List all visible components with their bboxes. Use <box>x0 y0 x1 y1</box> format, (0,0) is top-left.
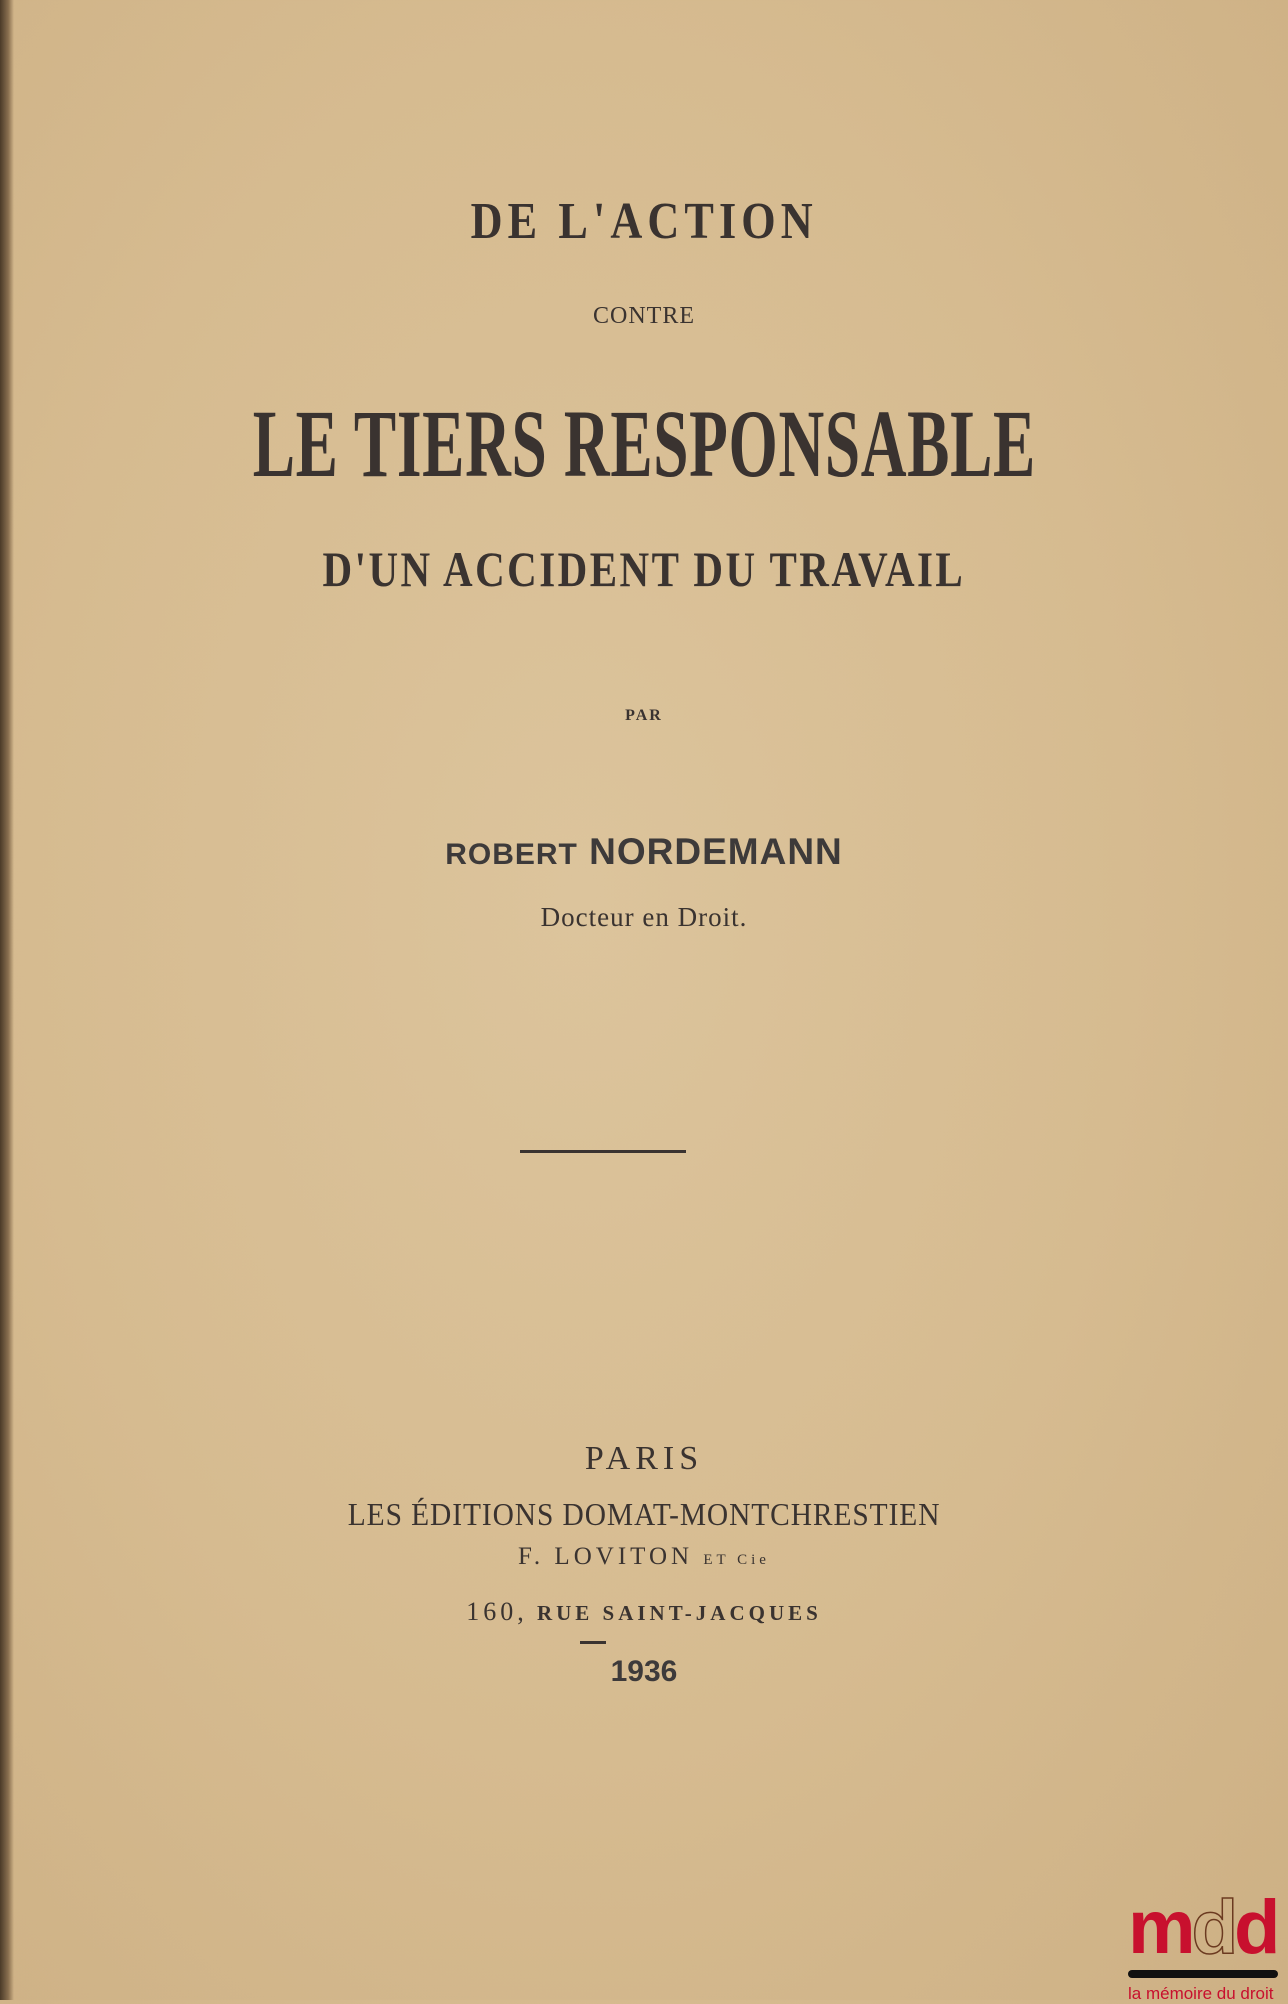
author-name <box>0 831 1288 873</box>
imprint-suffix: ET Cie <box>703 1552 770 1568</box>
title-text: D'UN ACCIDENT DU TRAVAIL <box>322 541 966 597</box>
publisher-name <box>0 1496 1288 1533</box>
publisher-imprint <box>0 1543 1288 1571</box>
by-label <box>0 707 1288 725</box>
year-text: 1936 <box>610 1655 678 1688</box>
title-text: CONTRE <box>593 303 695 329</box>
degree-text: Docteur en Droit. <box>540 902 748 932</box>
divider-rule <box>520 1150 686 1153</box>
author-degree <box>0 902 1288 933</box>
title-text: DE L'ACTION <box>470 193 818 250</box>
mdd-logo <box>1128 1885 1288 2003</box>
publisher-city <box>0 1440 1288 1478</box>
address-number: 160, <box>466 1597 528 1626</box>
logo-tagline: la mémoire du droit <box>1128 1984 1274 2003</box>
by-text: PAR <box>625 707 663 724</box>
title-line-2 <box>0 303 1288 330</box>
author-first: ROBERT <box>445 838 578 871</box>
page-binding-edge <box>0 0 14 2000</box>
main-title <box>0 388 1288 499</box>
subtitle <box>0 540 1288 598</box>
logo-mark: mdd <box>1128 1885 1277 1970</box>
publisher-text: LES ÉDITIONS DOMAT-MONTCHRESTIEN <box>347 1496 941 1532</box>
year-dash <box>580 1641 606 1644</box>
publication-year <box>0 1655 1288 1689</box>
title-line-1 <box>0 192 1288 251</box>
imprint-text: F. LOVITON <box>518 1543 694 1570</box>
city-text: PARIS <box>584 1440 704 1477</box>
publisher-address <box>0 1597 1288 1627</box>
address-street: RUE SAINT-JACQUES <box>536 1601 822 1625</box>
author-last: NORDEMANN <box>589 831 843 872</box>
logo-bar <box>1128 1970 1278 1978</box>
title-text: LE TIERS RESPONSABLE <box>252 390 1036 497</box>
